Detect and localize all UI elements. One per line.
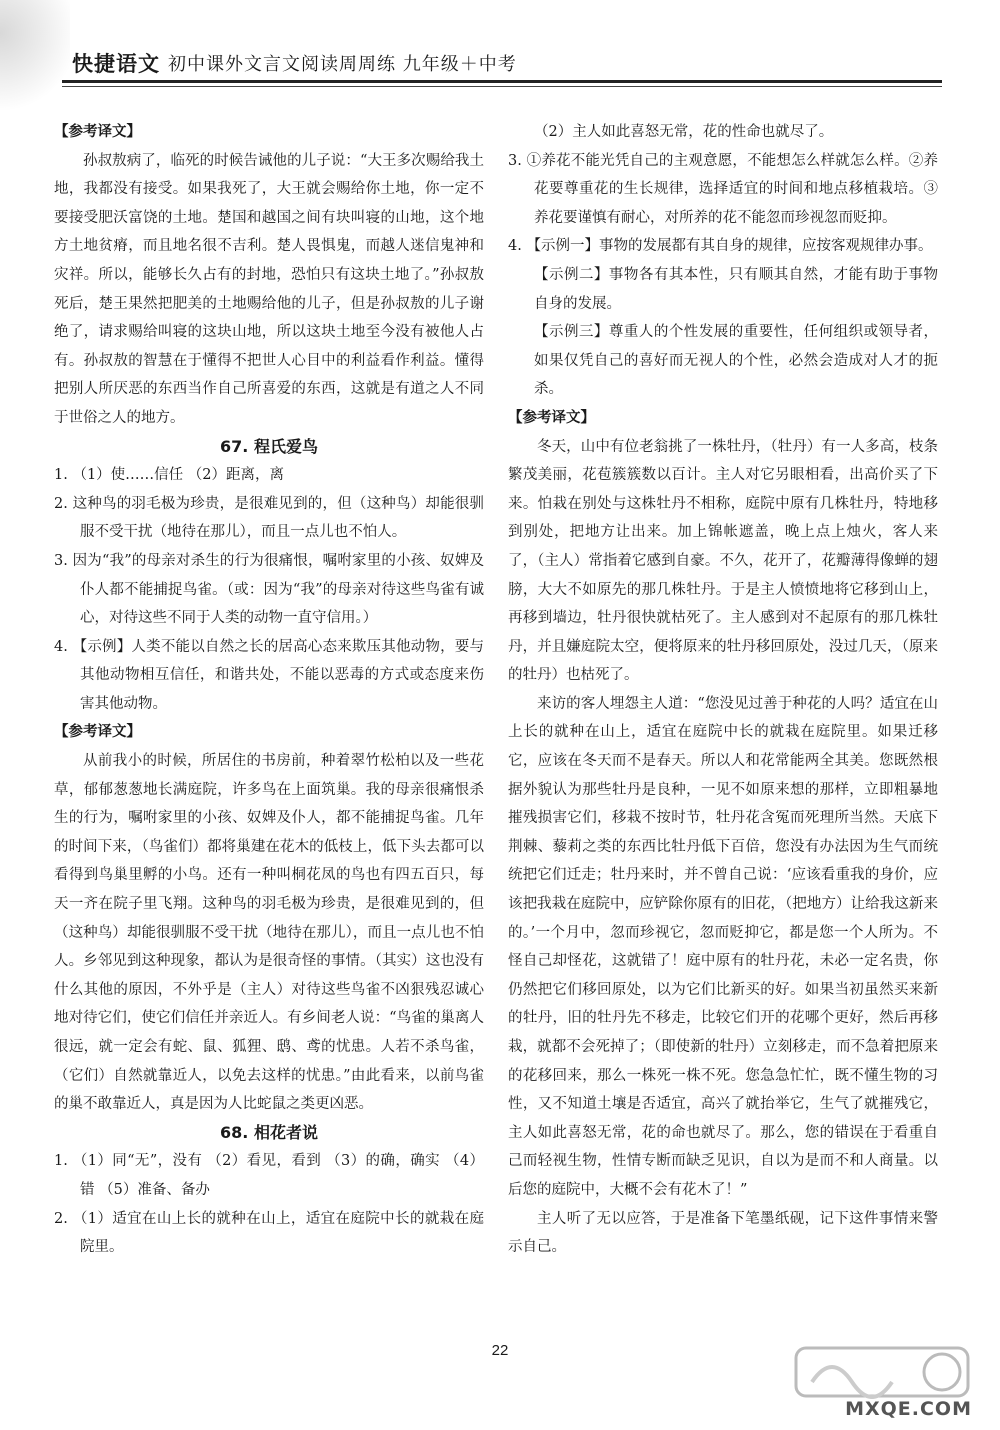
answer-item: 1. （1）使……信任 （2）距离，离 — [54, 467, 285, 484]
header-rule-thin — [62, 86, 942, 87]
translation-paragraph: 从前我小的时候，所居住的书房前，种着翠竹松柏以及一些花草，郁郁葱葱地长满庭院，许多鸟在上面筑巢。我的母亲很痛恨杀生的行为，嘱咐家里的小孩、奴婢及仆人，都不能捕捉鸟雀。几年的时间下来，（鸟雀们）都将巢建在花木的低枝上，低下头去都可以看得到鸟巢里孵的小鸟。还有一种叫桐花凤的鸟也有四五百只，每天一齐在院子里飞翔。这种鸟的羽毛极为珍贵，是很难见到的，但（这种鸟）却能很驯服不受干扰（地待在那儿），而且一点儿也不怕人。乡邻见到这种现象，都认为是很奇怪的事情。（其实）这也没有什么其他的原因，不外乎是（主人）对待这些鸟雀不凶狠残忍诚心地对待它们，使它们信任并亲近人。有乡间老人说：“鸟雀的巢离人很远，就一定会有蛇、鼠、狐狸、鸱、鸢的忧患。人若不杀鸟雀，（它们）自然就靠近人，以免去这样的忧患。”由此看来，以前鸟雀的巢不敢靠近人，真是因为人比蛇鼠之类更凶恶。 — [54, 753, 484, 1113]
right-column — [508, 118, 938, 1262]
answer-subitem: （2）主人如此喜怒无常，花的性命也就尽了。 — [534, 124, 834, 140]
translation-paragraph: 冬天，山中有位老翁挑了一株牡丹，（牡丹）有一人多高，枝条繁茂美丽，花苞簇簇数以百计。主人对它另眼相看，出高价买了下来。怕栽在别处与这株牡丹不相称，庭院中原有几株牡丹，特地移到别处，把地方让出来。加上锦帐遮盖，晚上点上烛火，客人来了，（主人）常指着它感到自豪。不久，花开了，花瓣薄得像蝉的翅膀，大大不如原先的那几株牡丹。于是主人愤愤地将它移到山上，再移到墙边，牡丹很快就枯死了。主人感到对不起原有的那几株牡丹，并且嫌庭院太空，便将原来的牡丹移回原处，没过几天，（原来的牡丹）也枯死了。 — [508, 438, 938, 684]
translation-paragraph: 主人听了无以应答，于是准备下笔墨纸砚，记下这件事情来警示自己。 — [508, 1210, 938, 1256]
watermark-text: MXQE.COM — [845, 1398, 972, 1420]
section-title-68: 68. 相花者说 — [220, 1122, 318, 1142]
reference-label: 【参考译文】 — [54, 124, 141, 140]
book-subtitle: 初中课外文言文阅读周周练 九年级＋中考 — [168, 54, 517, 75]
answer-item: 1. （1）同“无”，没有 （2）看见，看到 （3）的确，确实 （4）错 （5）准备、备办 — [54, 1153, 484, 1198]
answer-example: 【示例二】事物各有其本性，只有顺其自然，才能有助于事物自身的发展。 — [534, 266, 938, 312]
header-rule — [62, 80, 942, 83]
page-number: 22 — [491, 1342, 509, 1359]
brand-title: 快捷语文 — [72, 52, 160, 76]
answer-item: 4. 【示例一】事物的发展都有其自身的规律，应按客观规律办事。 — [508, 238, 933, 255]
translation-paragraph: 孙叔敖病了，临死的时候告诫他的儿子说：“大王多次赐给我土地，我都没有接受。如果我死了，大王就会赐给你土地，你一定不要接受肥沃富饶的土地。楚国和越国之间有块叫寝的山地，这个地方土地贫瘠，而且地名很不吉利。楚人畏惧鬼，而越人迷信鬼神和灾祥。所以，能够长久占有的封地，恐怕只有这块土地了。”孙叔敖死后，楚王果然把肥美的土地赐给他的儿子，但是孙叔敖的儿子谢绝了，请求赐给叫寝的这块山地，所以这块土地至今没有被他人占有。孙叔敖的智慧在于懂得不把世人心目中的利益看作利益。懂得把别人所厌恶的东西当作自己所喜爱的东西，这就是有道之人不同于世俗之人的地方。 — [54, 152, 484, 426]
answer-item: 4. 【示例】人类不能以自然之长的居高心态来欺压其他动物，要与其他动物相互信任，和谐共处，不能以恶毒的方式或态度来伤害其他动物。 — [54, 638, 484, 712]
translation-paragraph: 来访的客人埋怨主人道：“您没见过善于种花的人吗？适宜在山上长的就种在山上，适宜在庭院中长的就栽在庭院里。如果迁移它，应该在冬天而不是春天。所以人和花常能两全其美。您既然根据外貌认为那些牡丹是良种，一见不如原来想的那样，立即粗暴地摧残损害它们，移栽不按时节，牡丹花含冤而死理所当然。天底下荆棘、藜莉之类的东西比牡丹低下百倍，您没有办法因为生气而统统把它们迁走；牡丹来时，并不曾自己说：‘应该看重我的身价，应该把我栽在庭院中，应铲除你原有的旧花，（把地方）让给我这新来的。’一个月中，忽而珍视它，忽而贬抑它，都是您一个人所为。不怪自己却怪花，这就错了！庭中原有的牡丹花，未必一定名贵，你仍然把它们移回原处，以为它们比新买的好。如果当初虽然买来新的牡丹，旧的牡丹先不移走，比较它们开的花哪个更好，然后再移栽，就都不会死掉了；（即使新的牡丹）立刻移走，而不急着把原来的花移回来，那么一株死一株不死。您急急忙忙，既不懂生物的习性，又不知道土壤是否适宜，高兴了就抬举它，生气了就摧残它，主人如此喜怒无常，花的命也就尽了。那么，您的错误在于看重自己而轻视生物，性情专断而缺乏见识，自以为是而不和人商量。以后您的庭院中，大概不会有花木了！” — [508, 695, 938, 1198]
page-header — [0, 0, 1000, 100]
left-column — [54, 118, 484, 1262]
corner-decoration — [0, 0, 70, 110]
answer-item: 3. 因为“我”的母亲对杀生的行为很痛恨，嘱咐家里的小孩、奴婢及仆人都不能捕捉鸟雀。（或：因为“我”的母亲对待这些鸟雀有诚心，对待这些不同于人类的动物一直守信用。） — [54, 552, 484, 627]
answer-example: 【示例三】尊重人的个性发展的重要性，任何组织或领导者，如果仅凭自己的喜好而无视人的个性，必然会造成对人才的扼杀。 — [534, 324, 938, 398]
section-title-67: 67. 程氏爱鸟 — [220, 436, 318, 456]
answer-item: 2. （1）适宜在山上长的就种在山上，适宜在庭院中长的就栽在庭院里。 — [54, 1210, 484, 1256]
answer-item: 3. ①养花不能光凭自己的主观意愿，不能想怎么样就怎么样。②养花要尊重花的生长规律，选择适宜的时间和地点移植栽培。③养花要谨慎有耐心，对所养的花不能忽而珍视忽而贬抑。 — [508, 152, 938, 226]
answer-item: 2. 这种鸟的羽毛极为珍贵，是很难见到的，但（这种鸟）却能很驯服不受干扰（地待在那儿），而且一点儿也不怕人。 — [54, 495, 484, 541]
reference-label: 【参考译文】 — [508, 409, 595, 426]
reference-label: 【参考译文】 — [54, 724, 141, 741]
